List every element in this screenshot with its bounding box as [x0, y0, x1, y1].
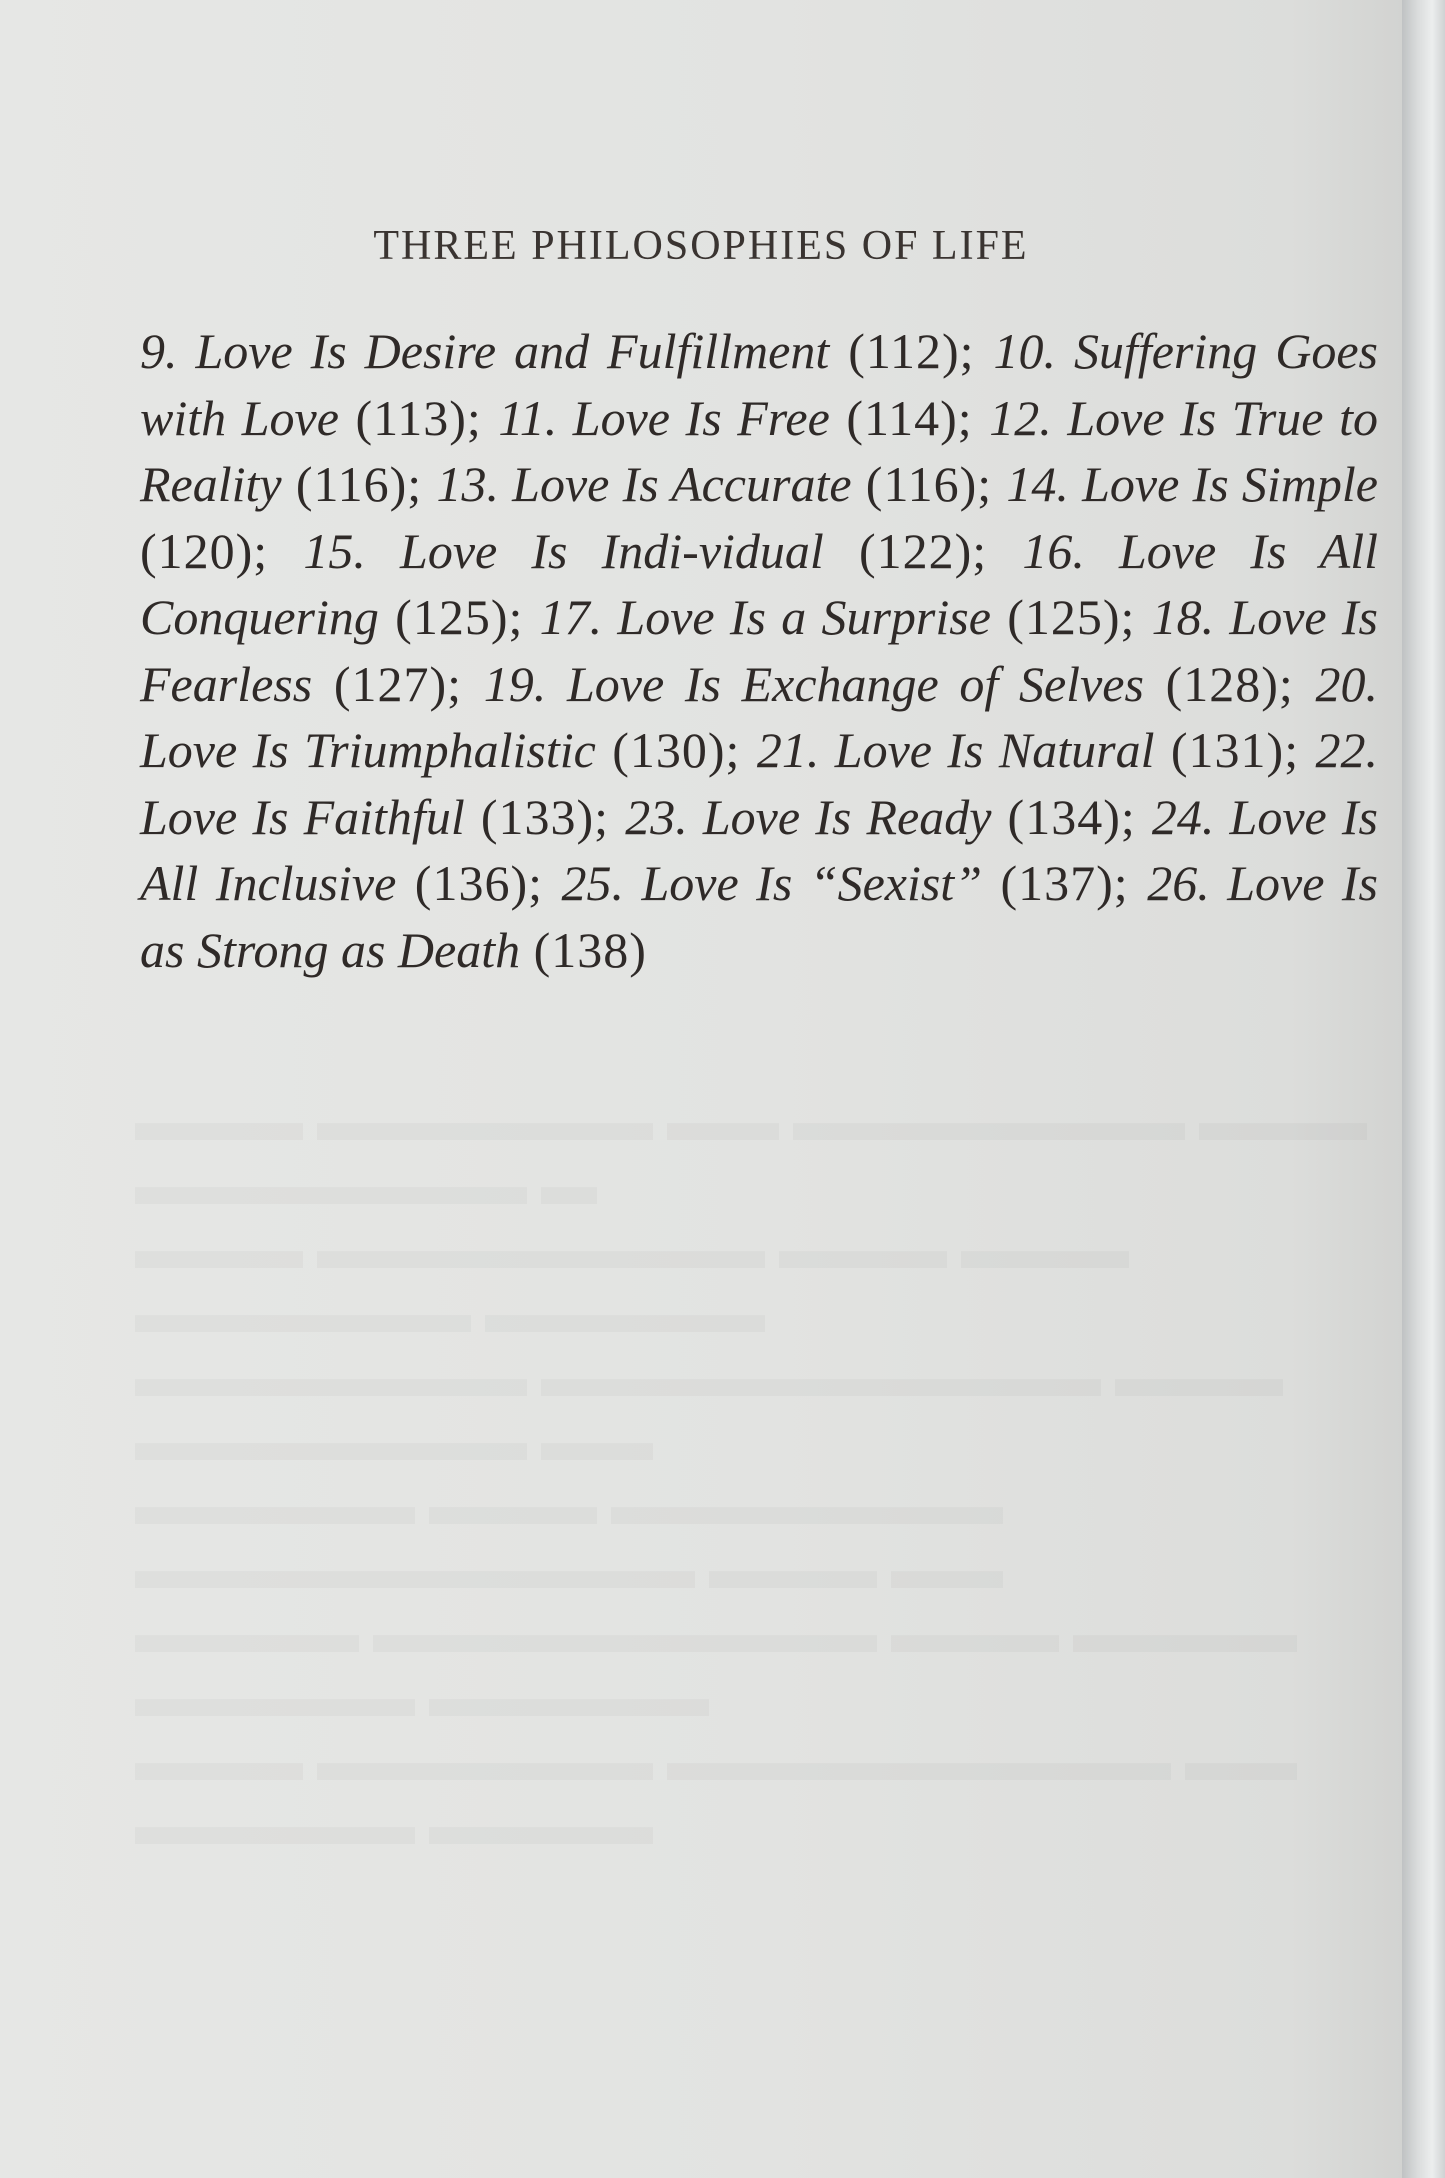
entry-page: (116);: [851, 456, 1007, 512]
toc-entry: [303, 523, 1022, 579]
toc-entry: [561, 855, 1147, 911]
entry-title: 20. Love Is Triumphalistic: [140, 655, 1378, 778]
entry-page: (120);: [140, 522, 304, 579]
entry-title: 18. Love Is Fearless: [140, 589, 1378, 712]
toc-paragraph: [140, 318, 1378, 983]
entry-page: (130);: [595, 722, 757, 778]
entry-page: (134);: [991, 788, 1152, 845]
entry-page: (128);: [1143, 655, 1316, 712]
entry-title: 13. Love Is Accurate: [436, 456, 852, 512]
entry-page: (127);: [312, 655, 484, 712]
entry-page: (137);: [982, 855, 1148, 911]
entry-title: 26. Love Is as Strong as Death: [140, 855, 1378, 978]
entry-page: (112);: [829, 323, 994, 379]
entry-page: (122);: [823, 522, 1023, 579]
entry-title: 17. Love Is a Surprise: [539, 589, 991, 645]
show-through-text: ▬▬▬ ▬▬▬▬▬▬ ▬▬ ▬▬▬▬▬▬▬ ▬▬▬ ▬▬▬▬▬▬▬ ▬ ▬▬▬ ▬▬▬▬▬▬▬▬ ▬▬▬ ▬▬▬ ▬▬▬▬▬▬ ▬▬▬▬▬ ▬▬▬▬▬▬▬ ▬▬▬▬▬▬▬▬▬▬ ▬▬▬ ▬▬▬▬▬▬▬ ▬▬ ▬▬▬▬▬ ▬▬▬ ▬▬▬▬▬▬▬ ▬▬▬▬▬▬▬▬▬▬ ▬▬▬ ▬▬ ▬▬▬▬ ▬▬▬▬▬▬▬▬▬ ▬▬▬ ▬▬▬▬ ▬▬▬▬▬ ▬▬▬▬▬ ▬▬▬ ▬▬▬▬▬▬ ▬▬▬▬▬▬▬▬▬ ▬▬ ▬▬▬▬▬ ▬▬▬▬: [135, 1091, 1367, 1857]
entry-page: (114);: [829, 389, 990, 446]
toc-entry: [436, 456, 1006, 512]
entry-title: 25. Love Is “Sexist”: [561, 855, 983, 911]
entry-page: (133);: [464, 788, 626, 845]
entry-page: (125);: [990, 589, 1152, 645]
toc-entry: [625, 789, 1152, 845]
running-header: THREE PHILOSOPHIES OF LIFE: [373, 223, 1029, 269]
entry-title: 16. Love Is All Conquering: [140, 522, 1378, 645]
entry-title: 19. Love Is Exchange of Selves: [483, 655, 1144, 712]
page-edge: [1402, 0, 1445, 2178]
toc-entry: [498, 390, 989, 446]
entry-title: 22. Love Is Faithful: [140, 722, 1378, 845]
toc-entry: [484, 656, 1316, 712]
entry-title: 21. Love Is Natural: [756, 722, 1155, 778]
entry-title: 9. Love Is Desire and Fulfillment: [140, 323, 830, 379]
entry-title: 23. Love Is Ready: [625, 788, 992, 845]
entry-title: 24. Love Is All Inclusive: [140, 788, 1378, 911]
toc-entry: [140, 323, 994, 379]
entry-title: 15. Love Is Indi-vidual: [303, 522, 824, 579]
entry-page: (136);: [396, 855, 562, 911]
entry-title: 10. Suffering Goes with Love: [140, 323, 1378, 446]
entry-title: 14. Love Is Simple: [1006, 456, 1378, 512]
entry-page: (131);: [1154, 722, 1316, 778]
entry-title: 11. Love Is Free: [498, 389, 830, 446]
entry-title: 12. Love Is True to Reality: [140, 389, 1378, 512]
toc-entry: [540, 589, 1152, 645]
entry-page: (125);: [378, 589, 540, 645]
entry-page: (113);: [338, 389, 499, 446]
toc-entry: [757, 722, 1316, 778]
entry-page: (138): [520, 921, 647, 978]
entry-page: (116);: [281, 456, 437, 512]
